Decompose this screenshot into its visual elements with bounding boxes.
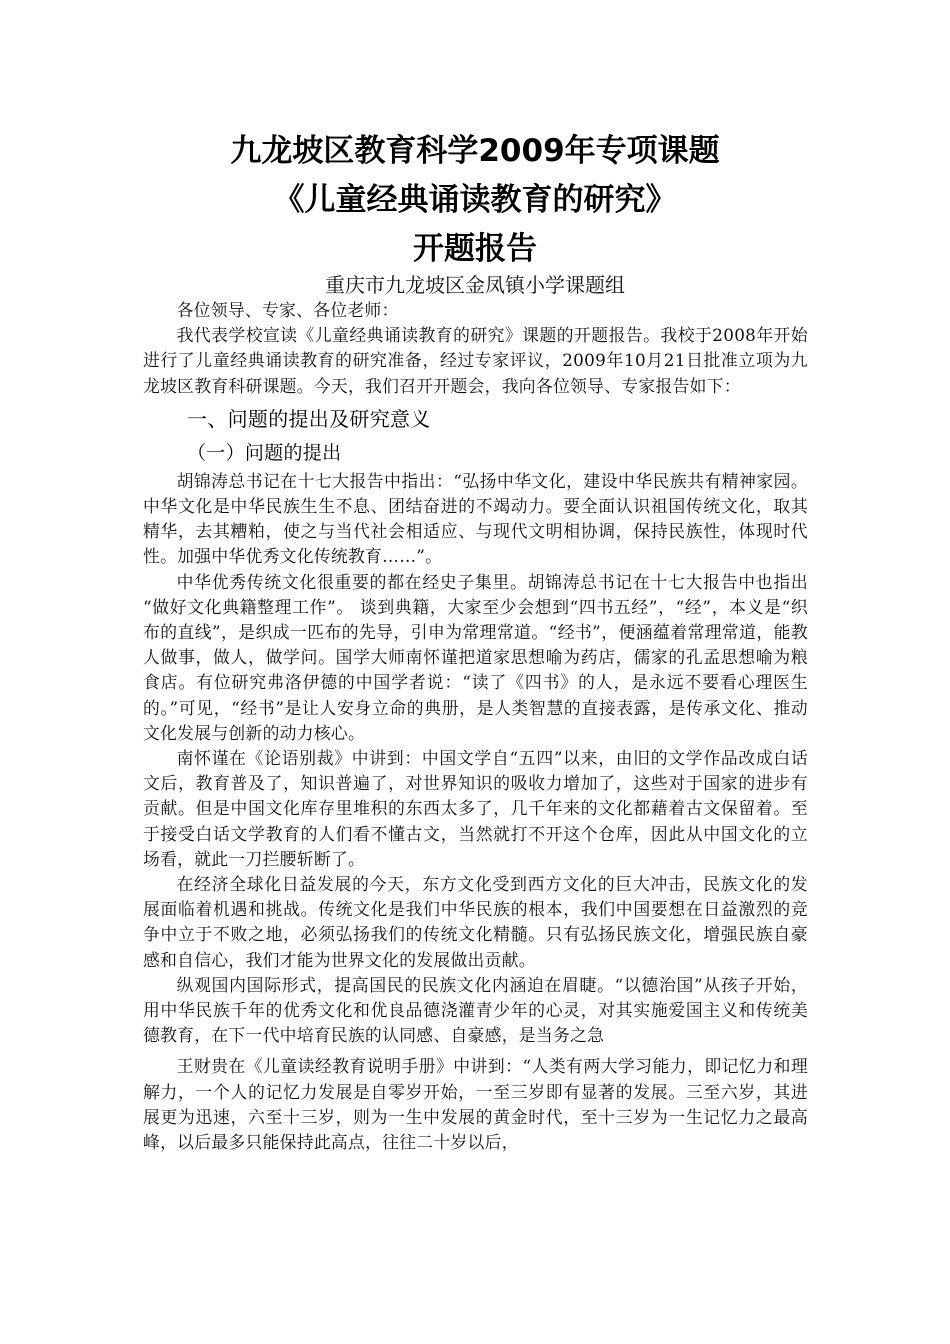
body-paragraph: 中华优秀传统文化很重要的都在经史子集里。胡锦涛总书记在十七大报告中也指出 “做好文化典籍整理工作”。 谈到典籍，大家至少会想到“四书五经”，“经”，本义是“织布的直线”，是织成一匹布的先导，引申为常理常道。“经书”，便涵蕴着常理常道，能教人做事，做人，做学问。国学大师南怀谨把道家思想喻为药店，儒家的孔孟思想喻为粮食店。有位研究弗洛伊德的中国学者说：“读了《四书》的人，是永远不要看心理医生的。”可见，“经书”是让人安身立命的典册，是人类智慧的直接表露，是传承文化、推动文化发展与创新的动力核心。 bbox=[143, 571, 808, 743]
title-line-topic: 《儿童经典诵读教育的研究》 bbox=[273, 182, 677, 218]
section-heading: 一、问题的提出及研究意义 bbox=[187, 406, 431, 431]
report-body bbox=[143, 298, 808, 1155]
intro-paragraph: 我代表学校宣读《儿童经典诵读教育的研究》课题的开题报告。我校于2008年开始进行了儿童经典诵读教育的研究准备，经过专家评议，2009年10月21日批准立项为九龙坡区教育科研课题。今天，我们召开开题会，我向各位领导、专家报告如下： bbox=[143, 325, 808, 396]
title-line-report: 开题报告 bbox=[413, 231, 537, 267]
subsection-heading: （一）问题的提出 bbox=[187, 441, 342, 464]
salutation: 各位领导、专家、各位老师： bbox=[176, 300, 399, 320]
body-paragraph: 王财贵在《儿童读经教育说明手册》中讲到：“人类有两大学习能力，即记忆力和理解力，一个人的记忆力发展是自零岁开始，一至三岁即有显著的发展。三至六岁，其进展更为迅速，六至十三岁，则为一生中发展的黄金时代，至十三岁为一生记忆力之最高峰，以后最多只能保持此高点，往往二十岁以后， bbox=[143, 1056, 808, 1153]
title-line-project: 九龙坡区教育科学2009年专项课题 bbox=[230, 133, 720, 169]
body-paragraph: 纵观国内国际形式，提高国民的民族文化内涵迫在眉睫。“以德治国”从孩子开始，用中华民族千年的优秀文化和优良品德浇灌青少年的心灵，对其实施爱国主义和传统美德教育，在下一代中培育民族的认同感、自豪感，是当务之急 bbox=[143, 974, 808, 1046]
body-paragraph: 在经济全球化日益发展的今天，东方文化受到西方文化的巨大冲击，民族文化的发展面临着机遇和挑战。传统文化是我们中华民族的根本，我们中国要想在日益激烈的竞争中立于不败之地，必须弘扬我们的传统文化精髓。只有弘扬民族文化，增强民族自豪感和自信心，我们才能为世界文化的发展做出贡献。 bbox=[143, 874, 808, 970]
report-title bbox=[0, 127, 950, 274]
report-subtitle: 重庆市九龙坡区金凤镇小学课题组 bbox=[325, 273, 625, 297]
body-paragraph: 南怀谨在《论语别裁》中讲到：中国文学自“五四”以来，由旧的文学作品改成白话文后，教育普及了，知识普遍了，对世界知识的吸收力增加了，这些对于国家的进步有贡献。但是中国文化库存里堆积的东西太多了，几千年来的文化都藉着古文保留着。至于接受白话文学教育的人们看不懂古文，当然就打不开这个仓库，因此从中国文化的立场看，就此一刀拦腰斩断了。 bbox=[143, 748, 808, 869]
body-paragraph: 胡锦涛总书记在十七大报告中指出：“弘扬中华文化，建设中华民族共有精神家园。中华文化是中华民族生生不息、团结奋进的不竭动力。要全面认识祖国传统文化，取其精华，去其糟粕，使之与当代社会相适应、与现代文明相协调，保持民族性，体现时代性。加强中华优秀文化传统教育……”。 bbox=[143, 470, 808, 567]
